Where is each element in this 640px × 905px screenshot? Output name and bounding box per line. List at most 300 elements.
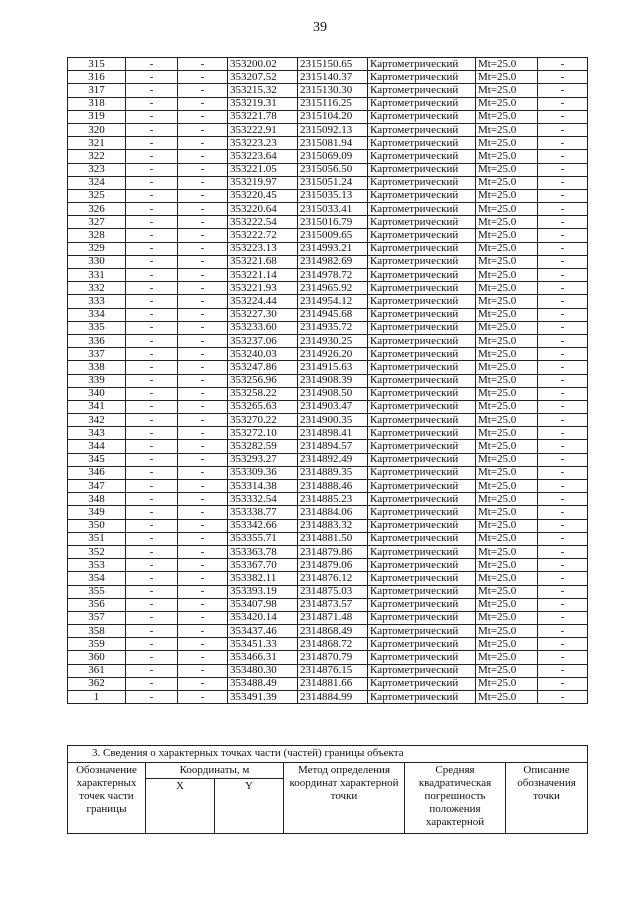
x-old-cell: - bbox=[126, 480, 178, 493]
y-old-cell: - bbox=[178, 572, 228, 585]
header-description: Описание обозначения точки bbox=[506, 763, 588, 834]
y-old-cell: - bbox=[178, 493, 228, 506]
accuracy-cell: Mt=25.0 bbox=[476, 295, 538, 308]
table-row bbox=[68, 189, 588, 202]
point-number-cell: 347 bbox=[68, 480, 126, 493]
description-cell: - bbox=[538, 97, 588, 110]
y-new-cell: 2314884.99 bbox=[298, 691, 368, 704]
description-cell: - bbox=[538, 532, 588, 545]
description-cell: - bbox=[538, 242, 588, 255]
y-new-cell: 2314879.86 bbox=[298, 545, 368, 558]
point-number-cell: 325 bbox=[68, 189, 126, 202]
y-new-cell: 2315056.50 bbox=[298, 163, 368, 176]
y-new-cell: 2314868.72 bbox=[298, 638, 368, 651]
table-row bbox=[68, 216, 588, 229]
table-row bbox=[68, 440, 588, 453]
x-old-cell: - bbox=[126, 123, 178, 136]
point-number-cell: 315 bbox=[68, 58, 126, 71]
method-cell: Картометрический bbox=[368, 216, 476, 229]
table-row bbox=[68, 585, 588, 598]
table-row bbox=[68, 691, 588, 704]
accuracy-cell: Mt=25.0 bbox=[476, 651, 538, 664]
y-new-cell: 2314993.21 bbox=[298, 242, 368, 255]
method-cell: Картометрический bbox=[368, 427, 476, 440]
table-row bbox=[68, 677, 588, 690]
description-cell: - bbox=[538, 559, 588, 572]
y-old-cell: - bbox=[178, 123, 228, 136]
x-old-cell: - bbox=[126, 255, 178, 268]
x-new-cell: 353293.27 bbox=[228, 453, 298, 466]
x-old-cell: - bbox=[126, 559, 178, 572]
point-number-cell: 346 bbox=[68, 466, 126, 479]
accuracy-cell: Mt=25.0 bbox=[476, 242, 538, 255]
description-cell: - bbox=[538, 84, 588, 97]
y-old-cell: - bbox=[178, 321, 228, 334]
x-old-cell: - bbox=[126, 150, 178, 163]
point-number-cell: 334 bbox=[68, 308, 126, 321]
x-old-cell: - bbox=[126, 611, 178, 624]
accuracy-cell: Mt=25.0 bbox=[476, 216, 538, 229]
method-cell: Картометрический bbox=[368, 519, 476, 532]
accuracy-cell: Mt=25.0 bbox=[476, 598, 538, 611]
y-old-cell: - bbox=[178, 387, 228, 400]
table-row bbox=[68, 150, 588, 163]
method-cell: Картометрический bbox=[368, 176, 476, 189]
section-3-table bbox=[67, 745, 588, 834]
method-cell: Картометрический bbox=[368, 559, 476, 572]
method-cell: Картометрический bbox=[368, 585, 476, 598]
y-old-cell: - bbox=[178, 677, 228, 690]
x-old-cell: - bbox=[126, 361, 178, 374]
point-number-cell: 321 bbox=[68, 137, 126, 150]
table-row bbox=[68, 625, 588, 638]
x-old-cell: - bbox=[126, 176, 178, 189]
header-x: X bbox=[146, 779, 215, 834]
y-old-cell: - bbox=[178, 400, 228, 413]
description-cell: - bbox=[538, 71, 588, 84]
accuracy-cell: Mt=25.0 bbox=[476, 361, 538, 374]
y-old-cell: - bbox=[178, 295, 228, 308]
description-cell: - bbox=[538, 453, 588, 466]
accuracy-cell: Mt=25.0 bbox=[476, 269, 538, 282]
y-new-cell: 2315035.13 bbox=[298, 189, 368, 202]
x-old-cell: - bbox=[126, 203, 178, 216]
y-new-cell: 2314930.25 bbox=[298, 334, 368, 347]
y-old-cell: - bbox=[178, 58, 228, 71]
method-cell: Картометрический bbox=[368, 150, 476, 163]
accuracy-cell: Mt=25.0 bbox=[476, 176, 538, 189]
point-number-cell: 339 bbox=[68, 374, 126, 387]
accuracy-cell: Mt=25.0 bbox=[476, 348, 538, 361]
y-old-cell: - bbox=[178, 545, 228, 558]
x-old-cell: - bbox=[126, 137, 178, 150]
point-number-cell: 328 bbox=[68, 229, 126, 242]
table-row bbox=[68, 176, 588, 189]
y-old-cell: - bbox=[178, 374, 228, 387]
accuracy-cell: Mt=25.0 bbox=[476, 110, 538, 123]
x-old-cell: - bbox=[126, 163, 178, 176]
method-cell: Картометрический bbox=[368, 84, 476, 97]
point-number-cell: 362 bbox=[68, 677, 126, 690]
table-row bbox=[68, 97, 588, 110]
x-new-cell: 353407.98 bbox=[228, 598, 298, 611]
y-old-cell: - bbox=[178, 97, 228, 110]
method-cell: Картометрический bbox=[368, 598, 476, 611]
accuracy-cell: Mt=25.0 bbox=[476, 664, 538, 677]
y-new-cell: 2314884.06 bbox=[298, 506, 368, 519]
x-new-cell: 353265.63 bbox=[228, 400, 298, 413]
table-row bbox=[68, 229, 588, 242]
header-coordinates: Координаты, м bbox=[146, 763, 284, 779]
y-new-cell: 2314978.72 bbox=[298, 269, 368, 282]
description-cell: - bbox=[538, 664, 588, 677]
x-new-cell: 353207.52 bbox=[228, 71, 298, 84]
table-row bbox=[68, 414, 588, 427]
method-cell: Картометрический bbox=[368, 572, 476, 585]
y-old-cell: - bbox=[178, 506, 228, 519]
y-old-cell: - bbox=[178, 84, 228, 97]
table-row bbox=[68, 203, 588, 216]
accuracy-cell: Mt=25.0 bbox=[476, 480, 538, 493]
table-row bbox=[68, 123, 588, 136]
point-number-cell: 361 bbox=[68, 664, 126, 677]
coordinates-table-body bbox=[68, 58, 588, 704]
y-new-cell: 2315116.25 bbox=[298, 97, 368, 110]
accuracy-cell: Mt=25.0 bbox=[476, 189, 538, 202]
y-new-cell: 2314870.79 bbox=[298, 651, 368, 664]
y-new-cell: 2314982.69 bbox=[298, 255, 368, 268]
x-old-cell: - bbox=[126, 334, 178, 347]
accuracy-cell: Mt=25.0 bbox=[476, 97, 538, 110]
x-new-cell: 353221.78 bbox=[228, 110, 298, 123]
x-old-cell: - bbox=[126, 282, 178, 295]
x-old-cell: - bbox=[126, 242, 178, 255]
method-cell: Картометрический bbox=[368, 691, 476, 704]
y-old-cell: - bbox=[178, 651, 228, 664]
accuracy-cell: Mt=25.0 bbox=[476, 519, 538, 532]
method-cell: Картометрический bbox=[368, 321, 476, 334]
x-old-cell: - bbox=[126, 572, 178, 585]
method-cell: Картометрический bbox=[368, 255, 476, 268]
method-cell: Картометрический bbox=[368, 282, 476, 295]
point-number-cell: 360 bbox=[68, 651, 126, 664]
y-old-cell: - bbox=[178, 110, 228, 123]
x-old-cell: - bbox=[126, 84, 178, 97]
description-cell: - bbox=[538, 414, 588, 427]
x-old-cell: - bbox=[126, 677, 178, 690]
y-old-cell: - bbox=[178, 269, 228, 282]
table-row bbox=[68, 361, 588, 374]
x-new-cell: 353223.23 bbox=[228, 137, 298, 150]
y-new-cell: 2315140.37 bbox=[298, 71, 368, 84]
point-number-cell: 349 bbox=[68, 506, 126, 519]
point-number-cell: 329 bbox=[68, 242, 126, 255]
y-new-cell: 2314908.39 bbox=[298, 374, 368, 387]
point-number-cell: 356 bbox=[68, 598, 126, 611]
y-old-cell: - bbox=[178, 559, 228, 572]
header-y: Y bbox=[215, 779, 284, 834]
accuracy-cell: Mt=25.0 bbox=[476, 506, 538, 519]
table-row bbox=[68, 84, 588, 97]
table-row bbox=[68, 480, 588, 493]
y-old-cell: - bbox=[178, 414, 228, 427]
description-cell: - bbox=[538, 123, 588, 136]
x-old-cell: - bbox=[126, 387, 178, 400]
method-cell: Картометрический bbox=[368, 348, 476, 361]
x-old-cell: - bbox=[126, 427, 178, 440]
y-new-cell: 2315130.30 bbox=[298, 84, 368, 97]
x-new-cell: 353491.39 bbox=[228, 691, 298, 704]
point-number-cell: 357 bbox=[68, 611, 126, 624]
point-number-cell: 322 bbox=[68, 150, 126, 163]
x-new-cell: 353272.10 bbox=[228, 427, 298, 440]
x-new-cell: 353220.45 bbox=[228, 189, 298, 202]
table-row bbox=[68, 427, 588, 440]
accuracy-cell: Mt=25.0 bbox=[476, 255, 538, 268]
accuracy-cell: Mt=25.0 bbox=[476, 163, 538, 176]
x-old-cell: - bbox=[126, 71, 178, 84]
point-number-cell: 330 bbox=[68, 255, 126, 268]
x-new-cell: 353314.38 bbox=[228, 480, 298, 493]
description-cell: - bbox=[538, 625, 588, 638]
method-cell: Картометрический bbox=[368, 400, 476, 413]
description-cell: - bbox=[538, 427, 588, 440]
x-old-cell: - bbox=[126, 374, 178, 387]
table-row bbox=[68, 545, 588, 558]
y-old-cell: - bbox=[178, 532, 228, 545]
x-old-cell: - bbox=[126, 216, 178, 229]
accuracy-cell: Mt=25.0 bbox=[476, 321, 538, 334]
point-number-cell: 358 bbox=[68, 625, 126, 638]
y-new-cell: 2314900.35 bbox=[298, 414, 368, 427]
description-cell: - bbox=[538, 361, 588, 374]
x-new-cell: 353342.66 bbox=[228, 519, 298, 532]
accuracy-cell: Mt=25.0 bbox=[476, 572, 538, 585]
x-new-cell: 353332.54 bbox=[228, 493, 298, 506]
accuracy-cell: Mt=25.0 bbox=[476, 203, 538, 216]
x-new-cell: 353488.49 bbox=[228, 677, 298, 690]
y-old-cell: - bbox=[178, 255, 228, 268]
method-cell: Картометрический bbox=[368, 440, 476, 453]
table-row bbox=[68, 374, 588, 387]
x-old-cell: - bbox=[126, 598, 178, 611]
y-new-cell: 2315081.94 bbox=[298, 137, 368, 150]
method-cell: Картометрический bbox=[368, 453, 476, 466]
x-old-cell: - bbox=[126, 348, 178, 361]
y-new-cell: 2314881.66 bbox=[298, 677, 368, 690]
y-new-cell: 2314894.57 bbox=[298, 440, 368, 453]
point-number-cell: 341 bbox=[68, 400, 126, 413]
table-row bbox=[68, 295, 588, 308]
x-old-cell: - bbox=[126, 625, 178, 638]
x-old-cell: - bbox=[126, 189, 178, 202]
accuracy-cell: Mt=25.0 bbox=[476, 84, 538, 97]
y-old-cell: - bbox=[178, 163, 228, 176]
description-cell: - bbox=[538, 638, 588, 651]
table-row bbox=[68, 598, 588, 611]
description-cell: - bbox=[538, 150, 588, 163]
x-new-cell: 353221.14 bbox=[228, 269, 298, 282]
method-cell: Картометрический bbox=[368, 229, 476, 242]
y-new-cell: 2314871.48 bbox=[298, 611, 368, 624]
y-old-cell: - bbox=[178, 664, 228, 677]
point-number-cell: 352 bbox=[68, 545, 126, 558]
y-old-cell: - bbox=[178, 427, 228, 440]
x-new-cell: 353466.31 bbox=[228, 651, 298, 664]
y-new-cell: 2314892.49 bbox=[298, 453, 368, 466]
y-old-cell: - bbox=[178, 361, 228, 374]
description-cell: - bbox=[538, 189, 588, 202]
accuracy-cell: Mt=25.0 bbox=[476, 466, 538, 479]
x-new-cell: 353480.30 bbox=[228, 664, 298, 677]
y-new-cell: 2314881.50 bbox=[298, 532, 368, 545]
table-row bbox=[68, 572, 588, 585]
method-cell: Картометрический bbox=[368, 545, 476, 558]
y-new-cell: 2314873.57 bbox=[298, 598, 368, 611]
method-cell: Картометрический bbox=[368, 638, 476, 651]
y-old-cell: - bbox=[178, 150, 228, 163]
method-cell: Картометрический bbox=[368, 97, 476, 110]
point-number-cell: 317 bbox=[68, 84, 126, 97]
y-old-cell: - bbox=[178, 242, 228, 255]
point-number-cell: 1 bbox=[68, 691, 126, 704]
table-row bbox=[68, 242, 588, 255]
description-cell: - bbox=[538, 334, 588, 347]
description-cell: - bbox=[538, 216, 588, 229]
x-new-cell: 353355.71 bbox=[228, 532, 298, 545]
table-row bbox=[68, 321, 588, 334]
table-row bbox=[68, 611, 588, 624]
point-number-cell: 354 bbox=[68, 572, 126, 585]
point-number-cell: 344 bbox=[68, 440, 126, 453]
method-cell: Картометрический bbox=[368, 493, 476, 506]
accuracy-cell: Mt=25.0 bbox=[476, 691, 538, 704]
x-new-cell: 353270.22 bbox=[228, 414, 298, 427]
method-cell: Картометрический bbox=[368, 651, 476, 664]
description-cell: - bbox=[538, 506, 588, 519]
accuracy-cell: Mt=25.0 bbox=[476, 71, 538, 84]
coordinates-table bbox=[67, 57, 588, 704]
y-old-cell: - bbox=[178, 585, 228, 598]
y-old-cell: - bbox=[178, 229, 228, 242]
point-number-cell: 331 bbox=[68, 269, 126, 282]
description-cell: - bbox=[538, 295, 588, 308]
description-cell: - bbox=[538, 255, 588, 268]
y-new-cell: 2314908.50 bbox=[298, 387, 368, 400]
section-3-title: 3. Сведения о характерных точках части (частей) границы объекта bbox=[68, 746, 588, 763]
accuracy-cell: Mt=25.0 bbox=[476, 400, 538, 413]
table-row bbox=[68, 137, 588, 150]
x-old-cell: - bbox=[126, 110, 178, 123]
y-old-cell: - bbox=[178, 625, 228, 638]
accuracy-cell: Mt=25.0 bbox=[476, 414, 538, 427]
accuracy-cell: Mt=25.0 bbox=[476, 677, 538, 690]
table-row bbox=[68, 519, 588, 532]
table-row bbox=[68, 638, 588, 651]
x-new-cell: 353420.14 bbox=[228, 611, 298, 624]
description-cell: - bbox=[538, 163, 588, 176]
description-cell: - bbox=[538, 545, 588, 558]
table-row bbox=[68, 58, 588, 71]
y-new-cell: 2315104.20 bbox=[298, 110, 368, 123]
method-cell: Картометрический bbox=[368, 334, 476, 347]
accuracy-cell: Mt=25.0 bbox=[476, 387, 538, 400]
method-cell: Картометрический bbox=[368, 137, 476, 150]
description-cell: - bbox=[538, 440, 588, 453]
method-cell: Картометрический bbox=[368, 625, 476, 638]
point-number-cell: 348 bbox=[68, 493, 126, 506]
method-cell: Картометрический bbox=[368, 480, 476, 493]
x-new-cell: 353393.19 bbox=[228, 585, 298, 598]
accuracy-cell: Mt=25.0 bbox=[476, 532, 538, 545]
x-old-cell: - bbox=[126, 308, 178, 321]
y-old-cell: - bbox=[178, 308, 228, 321]
accuracy-cell: Mt=25.0 bbox=[476, 559, 538, 572]
method-cell: Картометрический bbox=[368, 71, 476, 84]
y-new-cell: 2315051.24 bbox=[298, 176, 368, 189]
x-new-cell: 353233.60 bbox=[228, 321, 298, 334]
method-cell: Картометрический bbox=[368, 532, 476, 545]
point-number-cell: 345 bbox=[68, 453, 126, 466]
description-cell: - bbox=[538, 519, 588, 532]
y-new-cell: 2314876.12 bbox=[298, 572, 368, 585]
y-new-cell: 2314889.35 bbox=[298, 466, 368, 479]
table-row bbox=[68, 400, 588, 413]
table-row bbox=[68, 466, 588, 479]
y-old-cell: - bbox=[178, 440, 228, 453]
x-new-cell: 353219.97 bbox=[228, 176, 298, 189]
point-number-cell: 318 bbox=[68, 97, 126, 110]
y-new-cell: 2314926.20 bbox=[298, 348, 368, 361]
point-number-cell: 323 bbox=[68, 163, 126, 176]
table-row bbox=[68, 308, 588, 321]
accuracy-cell: Mt=25.0 bbox=[476, 123, 538, 136]
y-old-cell: - bbox=[178, 480, 228, 493]
method-cell: Картометрический bbox=[368, 361, 476, 374]
y-new-cell: 2315150.65 bbox=[298, 58, 368, 71]
accuracy-cell: Mt=25.0 bbox=[476, 545, 538, 558]
x-new-cell: 353382.11 bbox=[228, 572, 298, 585]
x-new-cell: 353200.02 bbox=[228, 58, 298, 71]
x-old-cell: - bbox=[126, 532, 178, 545]
method-cell: Картометрический bbox=[368, 203, 476, 216]
y-old-cell: - bbox=[178, 282, 228, 295]
point-number-cell: 359 bbox=[68, 638, 126, 651]
x-old-cell: - bbox=[126, 651, 178, 664]
description-cell: - bbox=[538, 176, 588, 189]
y-old-cell: - bbox=[178, 611, 228, 624]
description-cell: - bbox=[538, 651, 588, 664]
x-old-cell: - bbox=[126, 229, 178, 242]
x-old-cell: - bbox=[126, 440, 178, 453]
x-new-cell: 353221.05 bbox=[228, 163, 298, 176]
y-old-cell: - bbox=[178, 334, 228, 347]
x-old-cell: - bbox=[126, 269, 178, 282]
y-new-cell: 2314868.49 bbox=[298, 625, 368, 638]
y-new-cell: 2315009.65 bbox=[298, 229, 368, 242]
x-new-cell: 353223.64 bbox=[228, 150, 298, 163]
y-old-cell: - bbox=[178, 137, 228, 150]
description-cell: - bbox=[538, 480, 588, 493]
point-number-cell: 355 bbox=[68, 585, 126, 598]
table-row bbox=[68, 453, 588, 466]
x-old-cell: - bbox=[126, 519, 178, 532]
header-accuracy: Средняя квадратическая погрешность положения характерной bbox=[405, 763, 506, 834]
method-cell: Картометрический bbox=[368, 374, 476, 387]
header-method: Метод определения координат характерной точки bbox=[284, 763, 405, 834]
description-cell: - bbox=[538, 58, 588, 71]
accuracy-cell: Mt=25.0 bbox=[476, 440, 538, 453]
